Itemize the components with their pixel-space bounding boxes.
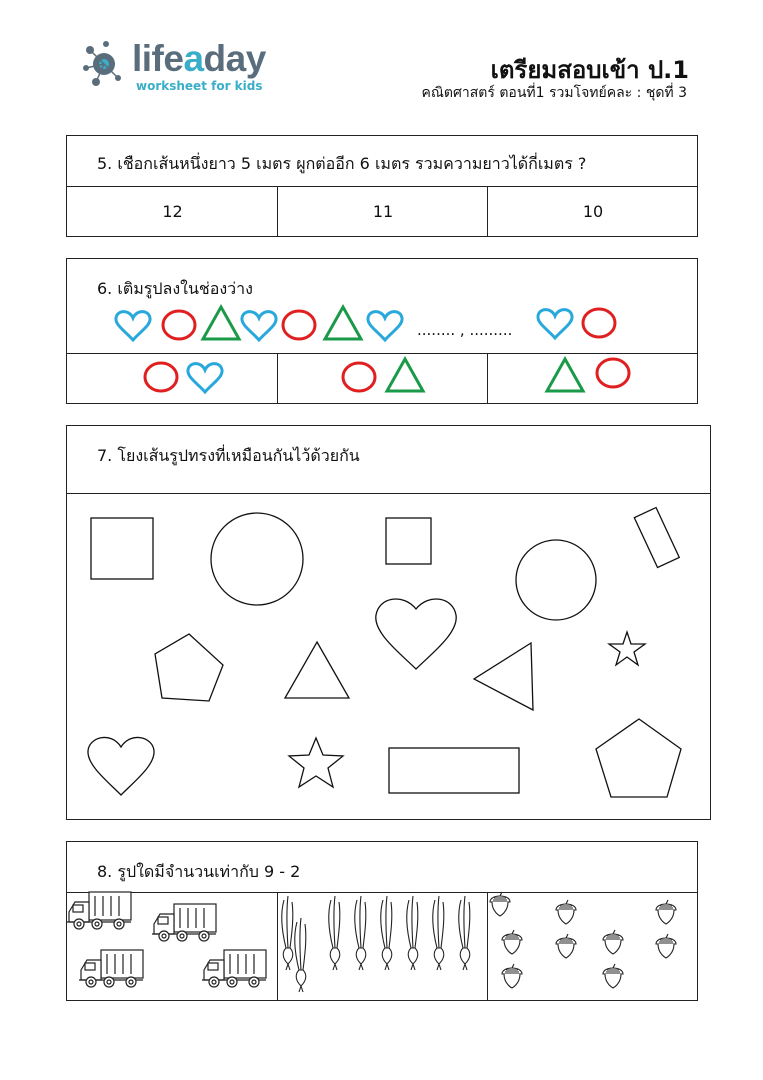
question-6-text: 6. เติมรูปลงในช่องว่าง xyxy=(97,279,253,298)
question-8-option-3[interactable] xyxy=(488,892,698,1000)
rectangle-shape-2[interactable] xyxy=(389,748,519,793)
heart-icon xyxy=(116,312,150,340)
logo xyxy=(82,40,282,96)
logo-icon xyxy=(82,40,130,88)
logo-word: lifeaday xyxy=(132,38,266,79)
triangle-icon xyxy=(387,359,423,391)
triangle-shape-2[interactable] xyxy=(474,643,533,710)
triangle-shape-1[interactable] xyxy=(285,642,349,698)
question-5-option-1[interactable]: 12 xyxy=(162,202,183,221)
heart-shape-1[interactable] xyxy=(376,599,456,669)
star-shape-2[interactable] xyxy=(289,738,343,787)
acorn-icon xyxy=(502,964,522,988)
question-6-blank[interactable]: ........ , ......... xyxy=(417,321,513,339)
question-7-box xyxy=(66,425,711,820)
star-shape-1[interactable] xyxy=(609,632,645,665)
sprout-icon xyxy=(433,896,444,970)
question-7-shapes xyxy=(67,493,712,823)
square-shape-2[interactable] xyxy=(386,518,431,564)
circle-icon xyxy=(145,363,177,391)
question-8-option-2[interactable] xyxy=(278,892,488,1000)
question-6-options xyxy=(67,353,699,403)
truck-icon xyxy=(79,950,143,987)
heart-icon xyxy=(538,310,572,338)
truck-icon xyxy=(202,950,266,987)
heart-shape-2[interactable] xyxy=(88,737,154,795)
sprout-icon xyxy=(295,918,306,992)
heart-icon xyxy=(368,312,402,340)
sprout-icon xyxy=(459,896,470,970)
question-6-sequence xyxy=(67,299,699,359)
question-7-text: 7. โยงเส้นรูปทรงที่เหมือนกันไว้ด้วยกัน xyxy=(97,446,360,465)
question-8-text: 8. รูปใดมีจำนวนเท่ากับ 9 - 2 xyxy=(97,862,301,881)
sprout-icon xyxy=(381,896,392,970)
question-5-option-3[interactable]: 10 xyxy=(582,202,604,221)
square-shape-1[interactable] xyxy=(91,518,153,579)
question-5-box xyxy=(66,135,698,237)
heart-icon xyxy=(242,312,276,340)
acorn-icon xyxy=(656,934,676,958)
rectangle-shape-1[interactable] xyxy=(634,508,679,568)
circle-icon xyxy=(343,363,375,391)
question-8-option-1[interactable] xyxy=(67,892,278,1000)
pentagon-shape-2[interactable] xyxy=(596,719,681,797)
pentagon-shape-1[interactable] xyxy=(155,634,223,701)
circle-icon xyxy=(583,309,615,337)
question-8-box xyxy=(66,841,698,1001)
truck-icon xyxy=(152,904,216,941)
acorn-icon xyxy=(656,900,676,924)
circle-icon xyxy=(163,311,195,339)
question-6-box xyxy=(66,258,698,404)
logo-subtitle: worksheet for kids xyxy=(136,79,263,93)
circle-icon xyxy=(283,311,315,339)
page-subtitle: คณิตศาสตร์ ตอนที่1 รวมโจทย์คละ : ชุดที่ 3 xyxy=(421,85,687,101)
acorn-icon xyxy=(603,930,623,954)
triangle-icon xyxy=(203,307,239,339)
acorn-icon xyxy=(603,964,623,988)
question-5-option-2[interactable]: 11 xyxy=(372,202,394,221)
acorn-icon xyxy=(502,930,522,954)
triangle-icon xyxy=(325,307,361,339)
heart-icon xyxy=(188,364,222,392)
acorn-icon xyxy=(556,934,576,958)
sprout-icon xyxy=(355,896,366,970)
page-title: เตรียมสอบเข้า ป.1 xyxy=(490,56,689,84)
triangle-icon xyxy=(547,359,583,391)
question-5-text: 5. เชือกเส้นหนึ่งยาว 5 เมตร ผูกต่ออีก 6 เมตร รวมความยาวได้กี่เมตร ? xyxy=(97,154,587,173)
acorn-icon xyxy=(556,900,576,924)
circle-shape-2[interactable] xyxy=(516,540,596,620)
circle-icon xyxy=(597,359,629,387)
circle-shape-1[interactable] xyxy=(211,513,303,605)
sprout-icon xyxy=(329,896,340,970)
sprout-icon xyxy=(407,896,418,970)
